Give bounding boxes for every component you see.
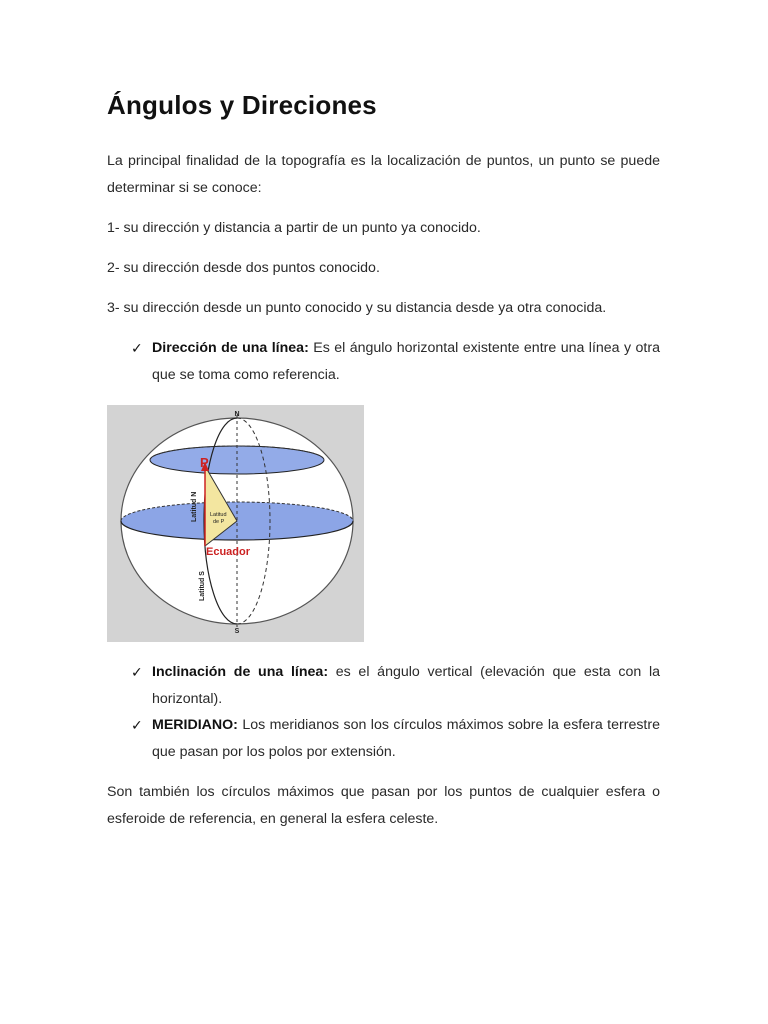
lat-p-line2: de P bbox=[213, 519, 225, 525]
bullet-meridiano bbox=[131, 712, 660, 766]
check-icon: ✓ bbox=[131, 664, 143, 680]
bullet-meridiano-term: MERIDIANO: bbox=[152, 717, 238, 733]
bullet-inclinacion-text bbox=[152, 659, 660, 713]
point-p-label: P bbox=[200, 455, 209, 470]
south-label: S bbox=[234, 628, 240, 635]
bullet-inclinacion-body: es el ángulo vertical (elevación que esta con la horizontal). bbox=[152, 664, 660, 707]
bullet-direccion bbox=[131, 335, 660, 389]
intro-paragraph: La principal finalidad de la topografía es la localización de puntos, un punto se puede determinar si se conoce: bbox=[107, 153, 660, 196]
bullet-direccion-text bbox=[152, 335, 660, 389]
list-item-3: 3- su dirección desde un punto conocido y su distancia desde ya otra conocida. bbox=[107, 300, 607, 316]
bullet-inclinacion bbox=[131, 659, 660, 713]
bullet-inclinacion-term: Inclinación de una línea: bbox=[152, 664, 329, 680]
lat-south-label: Latitud S bbox=[199, 571, 206, 601]
bullet-meridiano-body: Los meridianos son los círculos máximos sobre la esfera terrestre que pasan por los polos por extensión. bbox=[152, 717, 660, 760]
list-item-2: 2- su dirección desde dos puntos conocido. bbox=[107, 260, 380, 276]
bullet-meridiano-text bbox=[152, 712, 660, 766]
north-label: N bbox=[234, 411, 240, 418]
lat-p-line1: Latitud bbox=[210, 512, 227, 518]
lat-north-label: Latitud N bbox=[191, 491, 198, 522]
closing-paragraph: Son también los círculos máximos que pasan por los puntos de cualquier esfera o esferoide de referencia, en general la esfera celeste. bbox=[107, 784, 660, 827]
page-title: Ángulos y Direciones bbox=[107, 90, 377, 120]
check-icon: ✓ bbox=[131, 717, 143, 733]
check-icon: ✓ bbox=[131, 340, 143, 356]
equator-label: Ecuador bbox=[206, 546, 251, 558]
bullet-direccion-term: Dirección de una línea: bbox=[152, 340, 309, 356]
sphere-figure bbox=[107, 405, 364, 642]
list-item-1: 1- su dirección y distancia a partir de un punto ya conocido. bbox=[107, 220, 481, 236]
sphere-diagram bbox=[107, 405, 364, 642]
bullet-direccion-body: Es el ángulo horizontal existente entre una línea y otra que se toma como referencia. bbox=[152, 340, 660, 383]
